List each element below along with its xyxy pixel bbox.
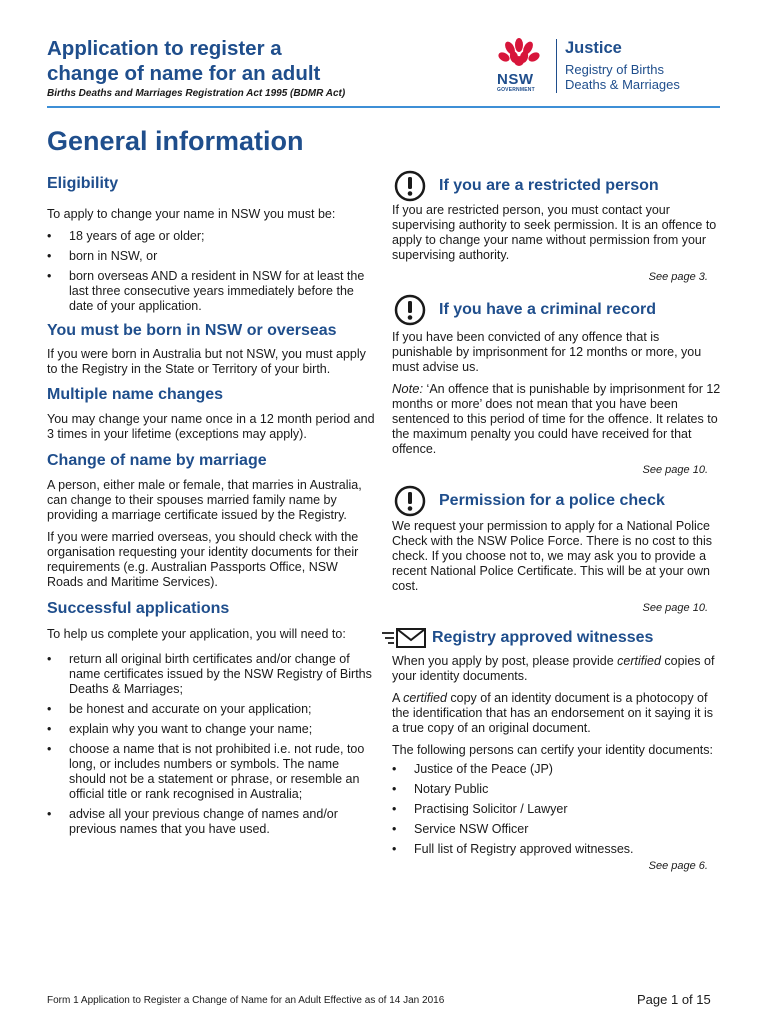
list-item: • Practising Solicitor / Lawyer <box>392 802 722 817</box>
marriage-text-2: If you were married overseas, you should check with the organisation requesting your identity documents for their requirements (e.g. Australian Passports Office, NSW Roads and Maritime Services). <box>47 530 359 589</box>
list-item: • Full list of Registry approved witnesses. <box>392 842 722 857</box>
witnesses-text-1 <box>392 654 722 684</box>
witnesses-text-1-a: When you apply by post, please provide <box>392 654 618 668</box>
list-item: • Justice of the Peace (JP) <box>392 762 722 777</box>
multiple-text: You may change your name once in a 12 month period and 3 times in your lifetime (exceptions may apply). <box>47 412 375 441</box>
note-text: ‘An offence that is punishable by imprisonment for 12 months or more’ does not mean that you have been sentenced to this period of time for the offence. It relates to the maximum penalty you could have received for that offence. <box>392 382 721 456</box>
mail-icon <box>382 627 430 649</box>
restricted-heading: If you are a restricted person <box>439 177 659 194</box>
footer-form-reference: Form 1 Application to Register a Change of Name for an Adult Effective as of 14 Jan 2016 <box>47 995 445 1006</box>
police-text: We request your permission to apply for a National Police Check with the NSW Police Force. There is no cost to this check. If you choose not to, we may ask you to provide a recent National Police Certificate. This will be at your own cost. <box>392 519 713 593</box>
witnesses-list <box>392 762 722 857</box>
list-item: • return all original birth certificates and/or change of name certificates issued by the NSW Registry of Births Deaths & Marriages; <box>47 652 377 697</box>
restricted-section-header <box>392 170 722 202</box>
successful-intro: To help us complete your application, you will need to: <box>47 627 346 641</box>
list-item: • 18 years of age or older; <box>47 229 377 244</box>
witnesses-text-3: The following persons can certify your identity documents: <box>392 743 713 757</box>
document-title-line-1: Application to register a <box>47 37 282 60</box>
document-title-block <box>47 36 447 99</box>
witnesses-text-2-b: certified <box>403 691 447 705</box>
restricted-see-page: See page 3. <box>648 271 708 283</box>
criminal-heading: If you have a criminal record <box>439 301 656 318</box>
successful-heading: Successful applications <box>47 600 230 617</box>
nsw-justice-logo <box>494 37 724 95</box>
logo-registry-line-1: Registry of Births <box>565 62 664 77</box>
exclamation-circle-icon <box>394 485 426 517</box>
restricted-text: If you are restricted person, you must contact your supervising authority to seek permission. It is an offence to apply to change your name without permission from your supervising authority. <box>392 203 717 262</box>
note-label: Note: <box>392 381 424 396</box>
police-heading: Permission for a police check <box>439 492 665 509</box>
police-see-page: See page 10. <box>642 602 708 614</box>
criminal-section-header <box>392 294 722 326</box>
born-heading: You must be born in NSW or overseas <box>47 322 337 339</box>
list-item: • advise all your previous change of names and/or previous names that you have used. <box>47 807 377 837</box>
page-number: Page 1 of 15 <box>637 992 711 1007</box>
page-heading: General information <box>47 126 304 156</box>
witnesses-see-page: See page 6. <box>648 860 708 872</box>
exclamation-circle-icon <box>394 294 426 326</box>
act-reference: Births Deaths and Marriages Registration Act 1995 (BDMR Act) <box>47 88 346 99</box>
list-item: • be honest and accurate on your application; <box>47 702 377 717</box>
born-text: If you were born in Australia but not NSW, you must apply to the Registry in the State or Territory of your birth. <box>47 347 366 376</box>
logo-divider <box>556 39 557 93</box>
exclamation-circle-icon <box>394 170 426 202</box>
witnesses-text-2-a: A <box>392 691 404 705</box>
witnesses-text-2-c: copy of an identity document is a photocopy of the identification that has an endorsement on it saying it is a true copy of an original document. <box>392 691 714 735</box>
header-divider <box>47 106 720 108</box>
witnesses-text-1-b: certified <box>617 654 661 668</box>
witnesses-section-header <box>392 627 722 649</box>
list-item: • explain why you want to change your name; <box>47 722 377 737</box>
eligibility-heading: Eligibility <box>47 175 119 192</box>
successful-list <box>47 652 377 837</box>
witnesses-heading: Registry approved witnesses <box>432 629 654 646</box>
eligibility-intro: To apply to change your name in NSW you must be: <box>47 207 336 221</box>
logo-justice-label: Justice <box>565 39 622 57</box>
list-item: • born overseas AND a resident in NSW for at least the last three consecutive years immediately before the date of your application. <box>47 269 377 314</box>
witnesses-text-1-c: copies of your identity documents. <box>392 654 715 683</box>
list-item: • born in NSW, or <box>47 249 377 264</box>
marriage-heading: Change of name by marriage <box>47 452 267 469</box>
multiple-heading: Multiple name changes <box>47 386 224 403</box>
criminal-note <box>392 381 722 457</box>
left-column <box>47 174 377 837</box>
criminal-text: If you have been convicted of any offence that is punishable by imprisonment for 12 months or more, you must advise us. <box>392 330 702 374</box>
document-title-line-2: change of name for an adult <box>47 62 321 85</box>
witnesses-text-2 <box>392 691 722 736</box>
list-item: • choose a name that is not prohibited i.e. not rude, too long, or includes numbers or symbols. The name should not be a statement or phrase, or resemble an official title or rank recognised in Australia; <box>47 742 377 802</box>
right-column <box>392 170 722 873</box>
marriage-text-1: A person, either male or female, that marries in Australia, can change to their spouses married family name by providing a marriage certificate issued by the Registry. <box>47 478 362 522</box>
criminal-see-page: See page 10. <box>642 464 708 476</box>
list-item: • Service NSW Officer <box>392 822 722 837</box>
logo-registry-line-2: Deaths & Marriages <box>565 77 680 92</box>
logo-government-label: GOVERNMENT <box>497 87 535 93</box>
logo-wordmark: NSW <box>497 71 534 88</box>
eligibility-list <box>47 229 377 314</box>
list-item: • Notary Public <box>392 782 722 797</box>
police-section-header <box>392 485 722 517</box>
